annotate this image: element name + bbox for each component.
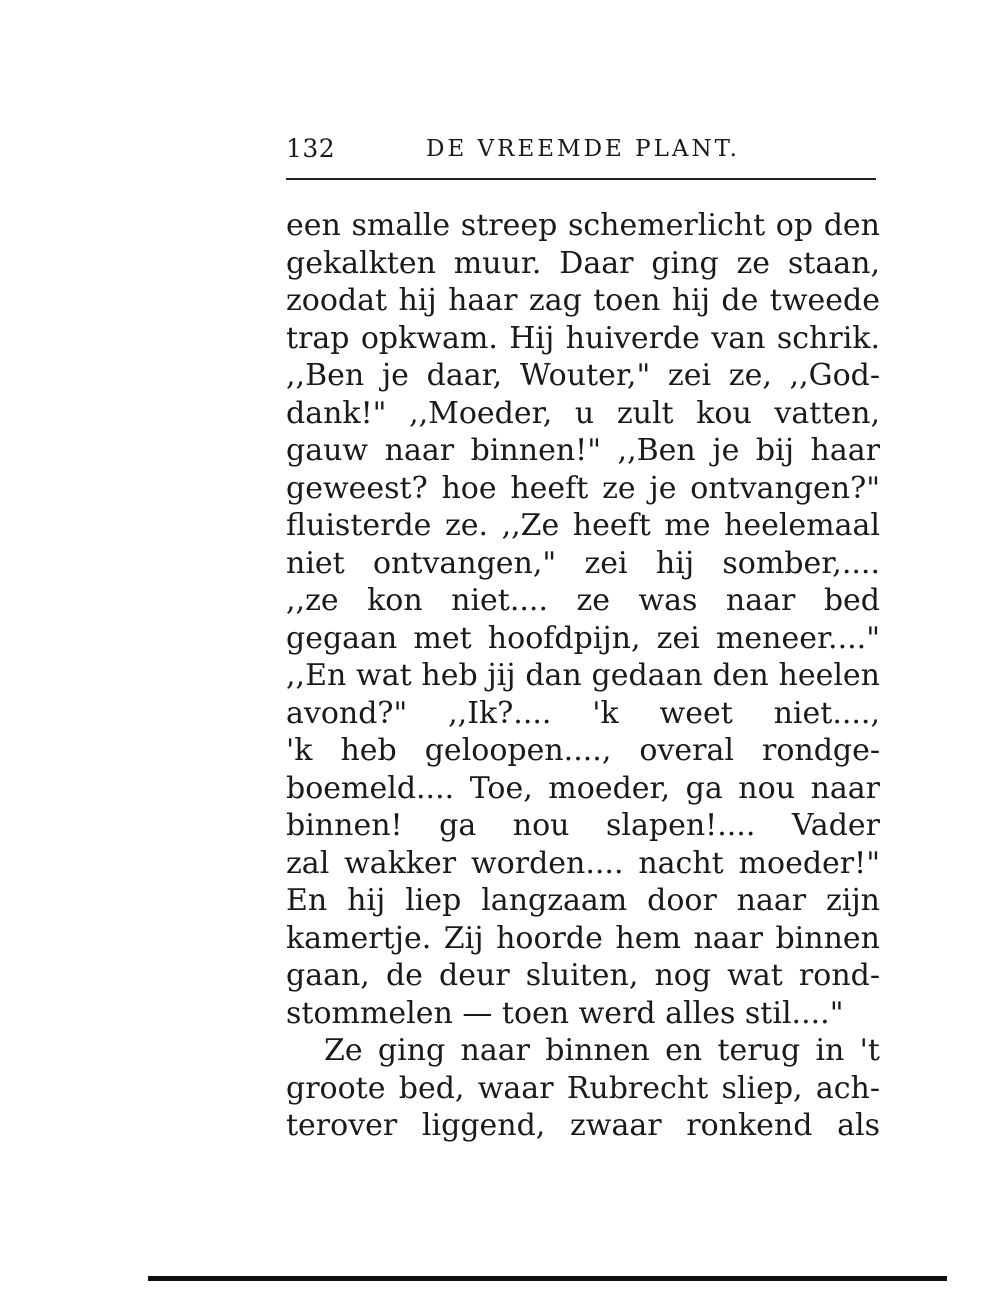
text-line: avond?" ,,Ik?.... 'k weet niet...., bbox=[286, 695, 880, 731]
text-line: 'k heb geloopen...., overal rondge- bbox=[286, 733, 880, 768]
text-line: groote bed, waar Rubrecht sliep, ach- bbox=[286, 1070, 880, 1106]
text-line: zoodat hij haar zag toen hij de tweede bbox=[286, 283, 880, 318]
text-line: binnen! ga nou slapen!.... Vader bbox=[286, 808, 880, 843]
text-line: En hij liep langzaam door naar zijn bbox=[286, 883, 880, 918]
text-line: stommelen — toen werd alles stil...." bbox=[286, 995, 844, 1031]
text-line: ,,Ben je daar, Wouter," zei ze, ,,God- bbox=[286, 358, 880, 393]
scan-edge-bar bbox=[148, 1276, 947, 1281]
text-line: kamertje. Zij hoorde hem naar binnen bbox=[286, 920, 880, 956]
text-line: ,,ze kon niet.... ze was naar bed bbox=[286, 583, 880, 618]
text-line: gaan, de deur sluiten, nog wat rond- bbox=[286, 958, 880, 993]
text-line: niet ontvangen," zei hij somber,.... bbox=[286, 545, 880, 581]
header-rule bbox=[286, 178, 876, 180]
text-line: boemeld.... Toe, moeder, ga nou naar bbox=[286, 770, 880, 806]
text-line: zal wakker worden.... nacht moeder!" bbox=[286, 845, 880, 881]
body-text bbox=[286, 207, 880, 1145]
text-line: gegaan met hoofdpijn, zei meneer...." bbox=[286, 620, 880, 656]
text-line: gauw naar binnen!" ,,Ben je bij haar bbox=[286, 433, 880, 468]
page-number: 132 bbox=[286, 134, 336, 163]
text-line: fluisterde ze. ,,Ze heeft me heelemaal bbox=[286, 508, 880, 543]
text-line: trap opkwam. Hij huiverde van schrik. bbox=[286, 320, 880, 356]
paragraph-start-line: Ze ging naar binnen en terug in 't bbox=[324, 1033, 880, 1068]
page-header bbox=[286, 130, 876, 170]
running-title: DE VREEMDE PLANT. bbox=[426, 136, 740, 162]
text-line: terover liggend, zwaar ronkend als bbox=[286, 1108, 880, 1143]
text-line: dank!" ,,Moeder, u zult kou vatten, bbox=[286, 395, 880, 431]
text-line: ,,En wat heb jij dan gedaan den heelen bbox=[286, 658, 880, 693]
text-line: geweest? hoe heeft ze je ontvangen?" bbox=[286, 470, 880, 506]
text-line: gekalkten muur. Daar ging ze staan, bbox=[286, 245, 880, 281]
text-line: een smalle streep schemerlicht op den bbox=[286, 208, 880, 243]
